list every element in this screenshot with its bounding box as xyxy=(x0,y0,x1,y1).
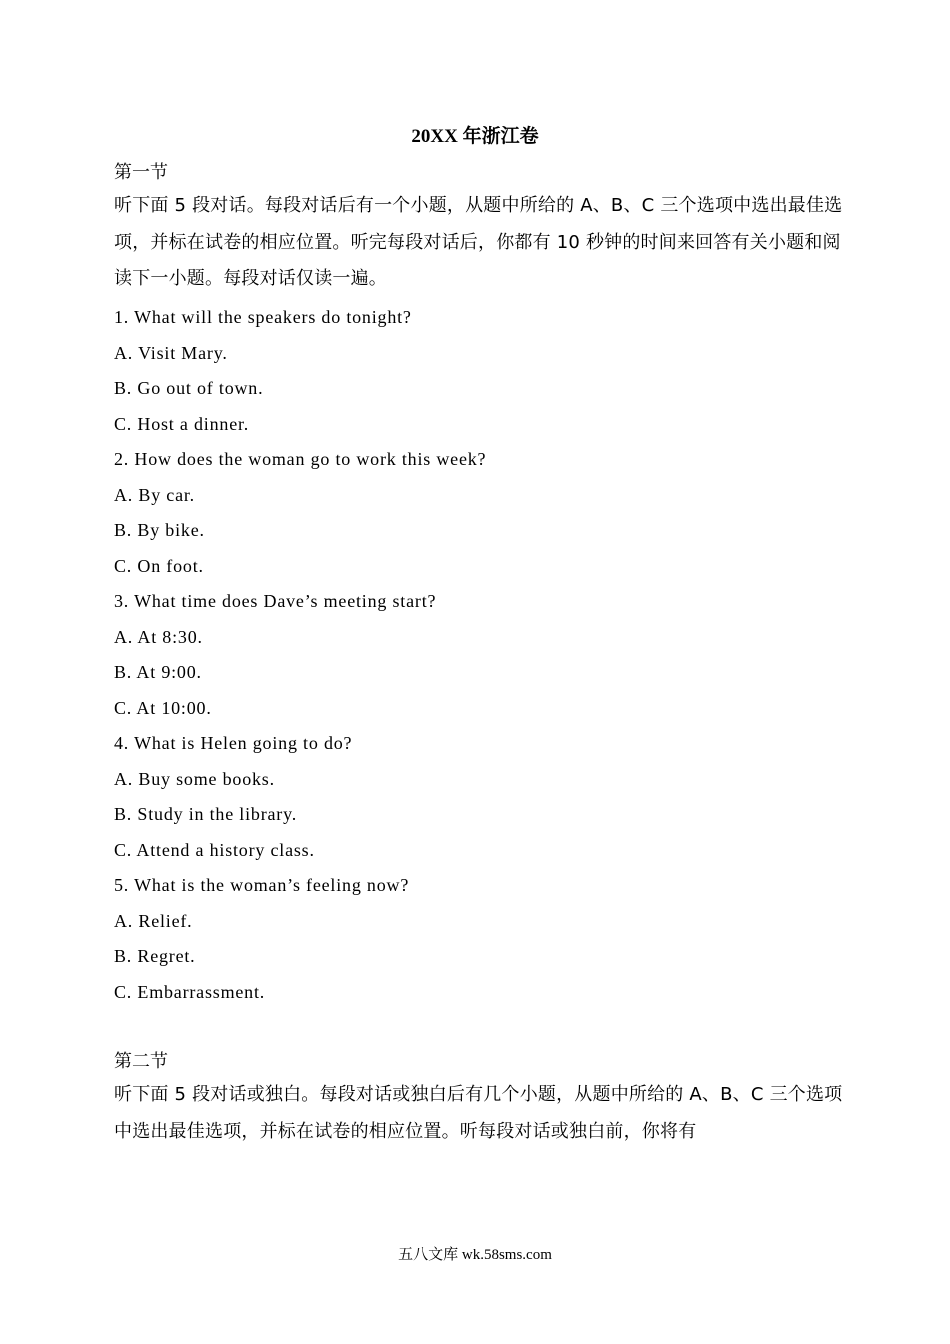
answer-option: C. Embarrassment. xyxy=(114,981,266,1002)
answer-option: A. Relief. xyxy=(114,910,193,931)
question-item xyxy=(114,726,844,868)
section-2-label: 第二节 xyxy=(114,1051,168,1071)
section-2-instructions: 听下面 5 段对话或独白。每段对话或独白后有几个小题，从题中所给的 A、B、C 三个选项中选出最佳选项，并标在试卷的相应位置。听每段对话或独白前，你将有 xyxy=(114,1084,843,1142)
answer-option: B. Regret. xyxy=(114,946,196,966)
question-stem: 1. What will the speakers do tonight? xyxy=(114,307,412,327)
answer-option: C. Host a dinner. xyxy=(114,413,250,434)
answer-option: C. At 10:00. xyxy=(114,697,212,718)
answer-option: B. At 9:00. xyxy=(114,662,202,682)
question-stem: 5. What is the woman’s feeling now? xyxy=(114,875,410,895)
answer-option: C. On foot. xyxy=(114,555,204,576)
answer-option: A. Buy some books. xyxy=(114,768,275,789)
section-1-instructions: 听下面 5 段对话。每段对话后有一个小题，从题中所给的 A、B、C 三个选项中选出最佳选项，并标在试卷的相应位置。听完每段对话后，你都有 10 秒钟的时间来回答有关小题和阅读下一小题。每段对话仅读一遍。 xyxy=(114,195,843,289)
answer-option: A. By car. xyxy=(114,484,195,505)
answer-option: A. Visit Mary. xyxy=(114,342,228,363)
answer-option: B. Study in the library. xyxy=(114,804,298,824)
answer-option: B. Go out of town. xyxy=(114,378,264,398)
page-title: 20XX 年浙江卷 xyxy=(411,126,539,147)
section-1-label: 第一节 xyxy=(114,162,168,182)
question-item xyxy=(114,442,844,584)
question-stem: 4. What is Helen going to do? xyxy=(114,733,353,753)
question-item xyxy=(114,584,844,726)
question-stem: 2. How does the woman go to work this week? xyxy=(114,449,487,469)
question-stem: 3. What time does Dave’s meeting start? xyxy=(114,591,437,611)
question-item xyxy=(114,300,844,442)
question-list xyxy=(114,300,844,1010)
answer-option: A. At 8:30. xyxy=(114,626,203,647)
footer-watermark: 五八文库 wk.58sms.com xyxy=(398,1247,552,1263)
question-item xyxy=(114,868,844,1010)
answer-option: C. Attend a history class. xyxy=(114,839,315,860)
answer-option: B. By bike. xyxy=(114,520,205,540)
